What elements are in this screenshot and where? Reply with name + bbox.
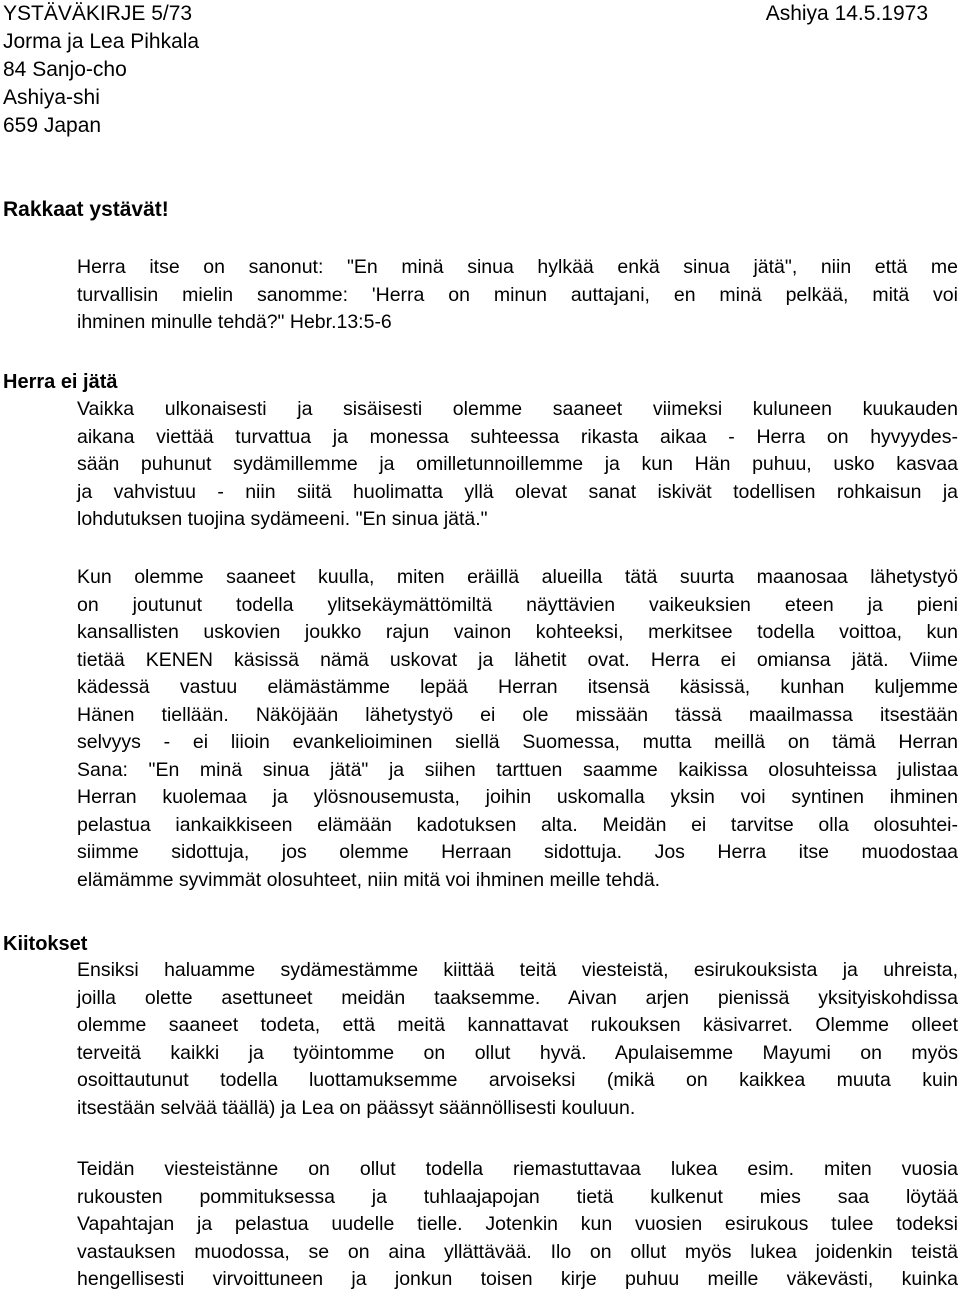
address-line-name: Jorma ja Lea Pihkala (3, 30, 200, 53)
text-line: Herra itse on sanonut: "En minä sinua hylkää enkä sinua jätä", niin että me (77, 256, 958, 278)
text-line: rukousten pommituksessa ja tuhlaajapojan tietä kulkenut mies saa löytää (77, 1185, 958, 1208)
address-line-country: 659 Japan (3, 114, 102, 137)
section2-paragraph-2 (77, 1156, 958, 1294)
section-heading-herra-ei-jata: Herra ei jätä (3, 371, 118, 393)
text-line: itsestään selvää täällä) ja Lea on päässyt säännöllisesti kouluun. (77, 1096, 636, 1119)
text-line: lohdutuksen tuojina sydämeeni. "En sinua jätä." (77, 508, 488, 530)
text-line: Ensiksi haluamme sydämestämme kiittää teitä viesteistä, esirukouksista ja uhreista, (77, 959, 958, 981)
text-line: Teidän viesteistänne on ollut todella riemastuttavaa lukea esim. miten vuosia (77, 1158, 958, 1180)
section2-paragraph-1 (77, 957, 958, 1122)
text-line: ja vahvistuu - niin siitä huolimatta yllä olevat sanat iskivät todellisen rohkaisun ja (77, 480, 958, 503)
text-line: Herran kuolemaa ja ylösnousemusta, joihin uskomalla yksin voi syntinen ihminen (77, 786, 958, 808)
text-line: selvyys - ei liioin evankelioiminen siellä Suomessa, mutta meillä on tämä Herran (77, 731, 958, 753)
letter-number: YSTÄVÄKIRJE 5/73 (3, 2, 193, 25)
text-line: olemme saaneet todeta, että meitä kannattavat rukouksen käsivarret. Olemme olleet (77, 1014, 958, 1036)
text-line: tietää KENEN käsissä nämä uskovat ja lähetit ovat. Herra ei omiansa jätä. Viime (77, 648, 958, 671)
text-line: kansallisten uskovien joukko rajun vainon kohteeksi, merkitsee todella voittoa, kun (77, 621, 958, 643)
text-line: elämämme syvimmät olosuhteet, niin mitä voi ihminen meille tehdä. (77, 868, 661, 891)
text-line: Vapahtajan ja pelastua uudelle tielle. Jotenkin kun vuosien esirukous tulee todeksi (77, 1213, 958, 1235)
text-line: ihminen minulle tehdä?" Hebr.13:5-6 (77, 311, 392, 333)
text-line: terveitä kaikki ja työintomme on ollut hyvä. Apulaisemme Mayumi on myös (77, 1041, 958, 1064)
intro-paragraph (77, 254, 958, 337)
text-line: pelastua iankaikkiseen elämään kadotuksen alta. Meidän ei tarvitse olla olosuhtei- (77, 813, 958, 836)
text-line: vastauksen muodossa, se on aina yllättävää. Ilo on ollut myös lukea joidenkin teistä (77, 1240, 958, 1263)
text-line: Vaikka ulkonaisesti ja sisäisesti olemme saaneet viimeksi kuluneen kuukauden (77, 398, 958, 420)
place-date: Ashiya 14.5.1973 (765, 2, 928, 25)
address-line-city: Ashiya-shi (3, 86, 100, 109)
text-line: hengellisesti virvoittuneen ja jonkun toisen kirje puhuu meille väkevästi, kuinka (77, 1268, 958, 1290)
text-line: Kun olemme saaneet kuulla, miten eräillä alueilla tätä suurta maanosaa lähetystyö (77, 566, 958, 588)
address-line-street: 84 Sanjo-cho (3, 58, 127, 81)
section1-paragraph-2 (77, 564, 958, 894)
text-line: Sana: "En minä sinua jätä" ja siihen tarttuen saamme kaikissa olosuhteissa julistaa (77, 758, 958, 781)
section1-paragraph-1 (77, 396, 958, 534)
salutation: Rakkaat ystävät! (3, 198, 169, 221)
text-line: aikana viettää turvattua ja monessa suhteessa rikasta aikaa - Herra on hyvyydes- (77, 425, 958, 448)
section-heading-kiitokset: Kiitokset (3, 933, 88, 955)
text-line: sään puhunut sydämillemme ja omilletunnoillemme ja kun Hän puhuu, usko kasvaa (77, 453, 958, 475)
text-line: kädessä vastuu elämästämme lepää Herran itsensä käsissä, kunhan kuljemme (77, 676, 958, 698)
text-line: osoittautunut todella luottamuksemme arvoiseksi (mikä on kaikkea muuta kuin (77, 1069, 958, 1091)
text-line: turvallisin mielin sanomme: 'Herra on minun auttajani, en minä pelkää, mitä voi (77, 283, 958, 306)
text-line: siimme sidottuja, jos olemme Herraan sidottuja. Jos Herra itse muodostaa (77, 841, 958, 863)
text-line: joilla olette asettuneet meidän taaksemme. Aivan arjen pienissä yksityiskohdissa (77, 986, 958, 1009)
text-line: on joutunut todella ylitsekäymättömiltä näyttävien vaikeuksien eteen ja pieni (77, 593, 958, 616)
text-line: Hänen tiellään. Näköjään lähetystyö ei ole missään tässä maailmassa itsestään (77, 703, 958, 726)
